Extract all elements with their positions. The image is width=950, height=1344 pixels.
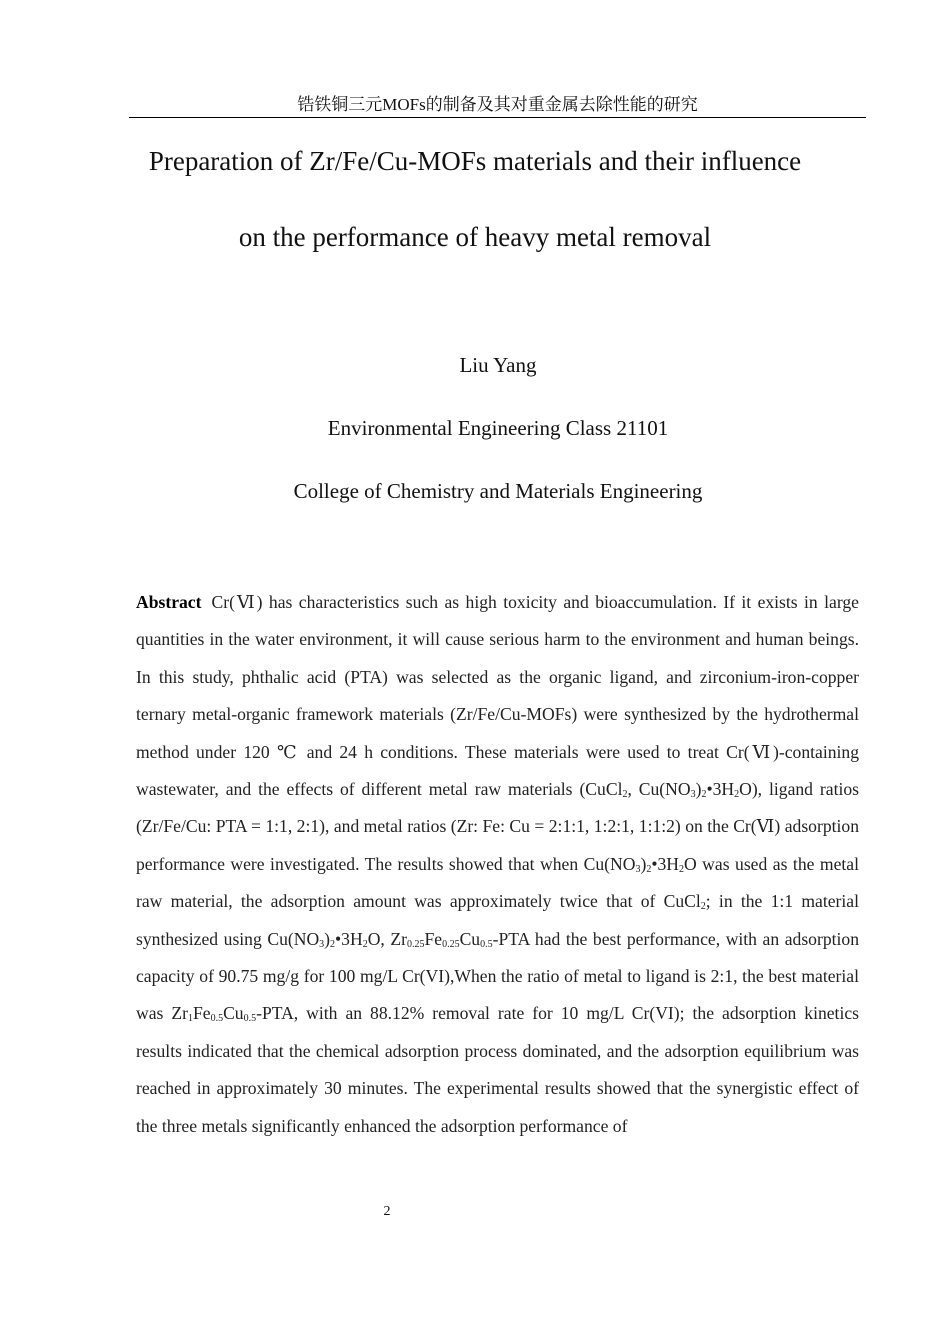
abstract-text: Cr(Ⅵ) has characteristics such as high toxicity and bioaccumulation. If it exists in large quantities in the water environment, it will cause serious harm to the environment and human beings. In this study, phthalic acid (PTA) was selected as the organic ligand, and zirconium-iron-copper ternary metal-organic framework materials (Zr/Fe/Cu-MOFs) were synthesized by the hydrothermal method under 120 ℃ and 24 h conditions. These materials were used to treat Cr(Ⅵ)-containing wastewater, and the effects of different metal raw materials (CuCl$_2$, $Cu(NO_3)_2•3H_2O$), ligand ratios (Zr/Fe/Cu: PTA = 1:1, 2:1), and metal ratios (Zr: Fe: Cu = 2:1:1, 1:2:1, 1:1:2) on the Cr(Ⅵ) adsorption performance were investigated. The results showed that when $Cu(NO_3)_2•3H_2O$ was used as the metal raw material, the adsorption amount was approximately twice that of CuCl$_2$; in the 1:1 material synthesized using $Cu(NO_3)_2•3H_2O$, $Zr_{0.25}Fe_{0.25}Cu_{0.5}$-PTA had the best performance, with an adsorption capacity of 90.75 mg/g for 100 mg/L Cr(VI),When the ratio of metal to ligand is 2:1, the best material was $Zr_1Fe_{0.5}Cu_{0.5}$-PTA, with an 88.12% removal rate for 10 mg/L Cr(VI); the adsorption kinetics results indicated that the chemical adsorption process dominated, and the adsorption equilibrium was reached in approximately 30 minutes. The experimental results showed that the synergistic effect of the three metals significantly enhanced the adsorption performance of [136, 592, 859, 1136]
abstract-paragraph [136, 584, 859, 1145]
page-number: 2 [383, 1204, 391, 1219]
author-name: Liu Yang [459, 353, 537, 377]
paper-title-line-2: on the performance of heavy metal removal [238, 222, 712, 252]
author-college: College of Chemistry and Materials Engineering [293, 479, 703, 503]
running-title: 锆铁铜三元MOFs的制备及其对重金属去除性能的研究 [297, 95, 698, 114]
abstract-label: Abstract [136, 592, 202, 612]
paper-title-line-1: Preparation of Zr/Fe/Cu-MOFs materials and their influence [148, 146, 802, 176]
running-header [129, 92, 866, 118]
author-class: Environmental Engineering Class 21101 [327, 416, 669, 440]
